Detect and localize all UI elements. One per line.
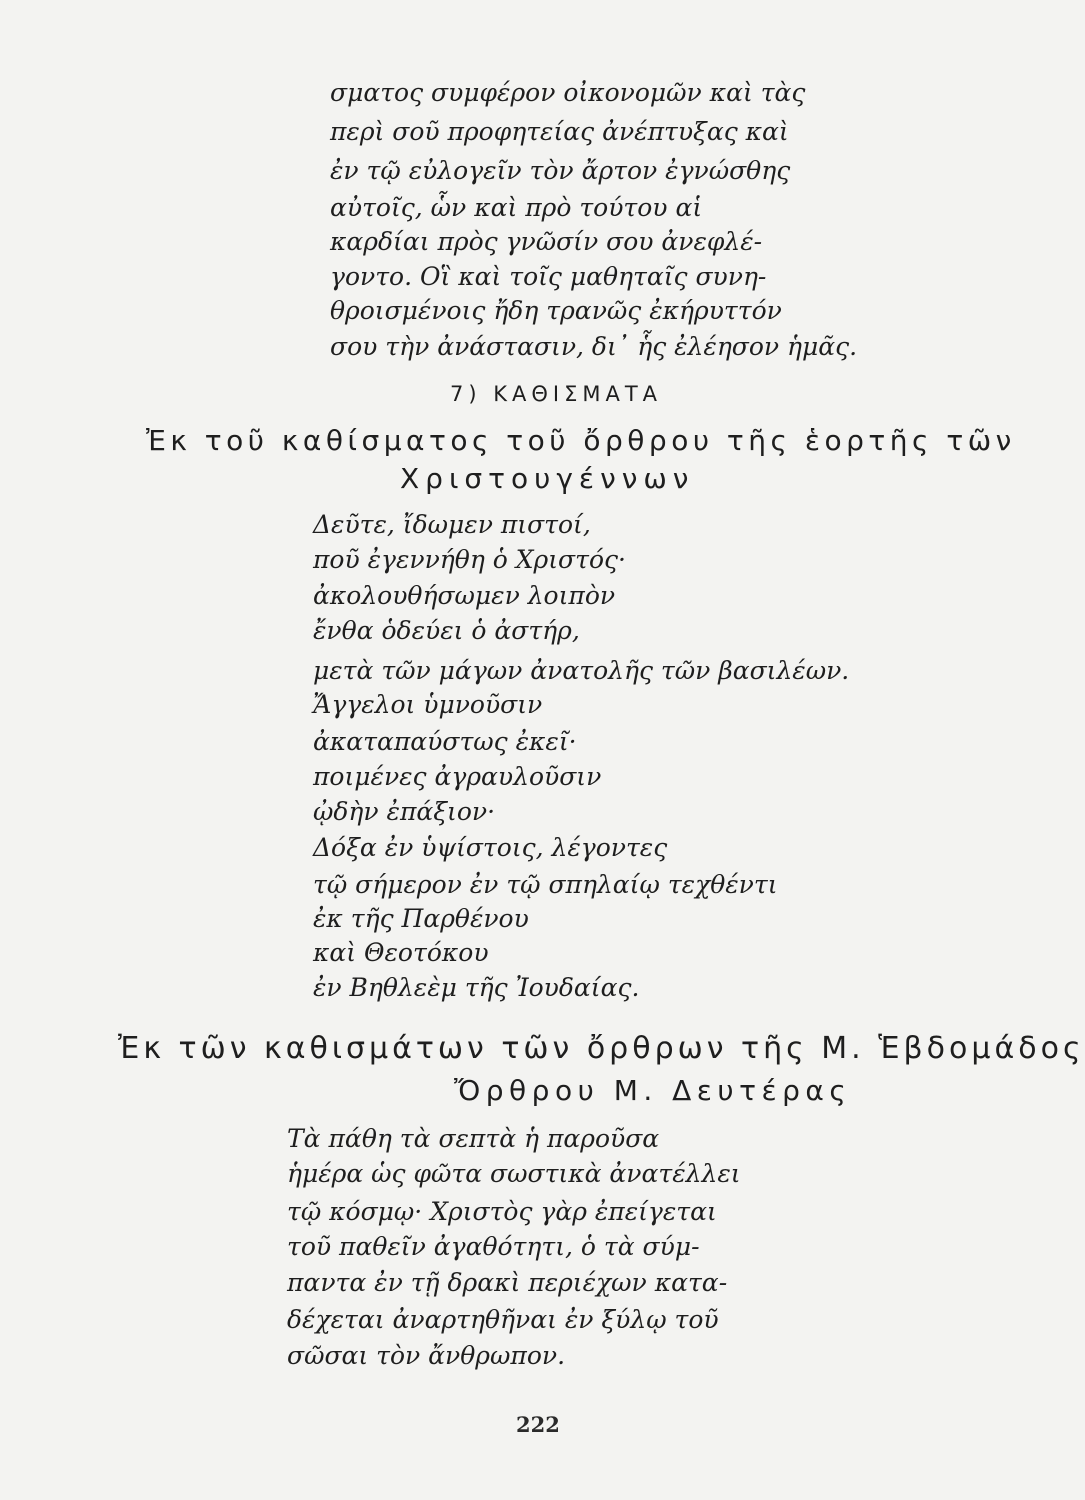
hymn-line: Δεῦτε, ἴδωμεν πιστοί, xyxy=(313,510,591,539)
intro-line: σου τὴν ἀνάστασιν, δι᾽ ἧς ἐλέησον ἡμᾶς. xyxy=(330,332,858,361)
holyweek-heading: Ἐκ τῶν καθισμάτων τῶν ὄρθρων τῆς Μ. Ἑβδομάδος xyxy=(118,1031,1085,1066)
hymn-line: ποιμένες ἀγραυλοῦσιν xyxy=(313,762,602,791)
intro-line: σματος συμφέρον οἰκονομῶν καὶ τὰς xyxy=(330,78,806,107)
page-number: 222 xyxy=(516,1412,560,1437)
hymn-line: Δόξα ἐν ὑψίστοις, λέγοντες xyxy=(313,833,668,862)
hymn-line: ἐκ τῆς Παρθένου xyxy=(313,904,529,933)
hymn-line: Τὰ πάθη τὰ σεπτὰ ἡ παροῦσα xyxy=(287,1124,660,1153)
hymn-line: ἀκαταπαύστως ἐκεῖ· xyxy=(313,727,577,756)
hymn-line: σῶσαι τὸν ἄνθρωπον. xyxy=(287,1341,566,1370)
hymn-line: ἀκολουθήσωμεν λοιπὸν xyxy=(313,581,616,610)
intro-line: καρδίαι πρὸς γνῶσίν σου ἀνεφλέ- xyxy=(330,227,763,256)
hymn-line: ἐν Βηθλεὲμ τῆς Ἰουδαίας. xyxy=(313,973,640,1002)
hymn-line: ᾠδὴν ἐπάξιον· xyxy=(313,797,496,826)
intro-line: περὶ σοῦ προφητείας ἀνέπτυξας καὶ xyxy=(330,117,789,146)
hymn-line: τῷ σήμερον ἐν τῷ σπηλαίῳ τεχθέντι xyxy=(313,870,778,899)
hymn-line: ἔνθα ὁδεύει ὁ ἀστήρ, xyxy=(313,616,580,645)
hymn-line: ποῦ ἐγεννήθη ὁ Χριστός· xyxy=(313,545,626,574)
intro-line: γοντο. Οἳ καὶ τοῖς μαθηταῖς συνη- xyxy=(330,262,767,291)
intro-line: ἐν τῷ εὐλογεῖν τὸν ἄρτον ἐγνώσθης xyxy=(330,156,791,185)
hymn-line: Ἄγγελοι ὑμνοῦσιν xyxy=(313,690,543,719)
hymn-line: ἡμέρα ὡς φῶτα σωστικὰ ἀνατέλλει xyxy=(287,1159,741,1188)
hymn-line: μετὰ τῶν μάγων ἀνατολῆς τῶν βασιλέων. xyxy=(313,656,850,685)
christmas-subheading: Χριστουγέννων xyxy=(400,462,695,495)
christmas-heading: Ἐκ τοῦ καθίσματος τοῦ ὄρθρου τῆς ἑορτῆς τῶν xyxy=(146,424,1016,457)
hymn-line: τῷ κόσμῳ· Χριστὸς γὰρ ἐπείγεται xyxy=(287,1197,717,1226)
hymn-line: παντα ἐν τῇ δρακὶ περιέχων κατα- xyxy=(287,1268,728,1297)
section-title: 7) ΚΑΘΙΣΜΑΤΑ xyxy=(450,382,663,406)
hymn-line: τοῦ παθεῖν ἀγαθότητι, ὁ τὰ σύμ- xyxy=(287,1232,700,1261)
hymn-line: δέχεται ἀναρτηθῆναι ἐν ξύλῳ τοῦ xyxy=(287,1305,719,1334)
hymn-line: καὶ Θεοτόκου xyxy=(313,938,489,967)
holyweek-subheading: Ὄρθρου Μ. Δευτέρας xyxy=(454,1074,852,1107)
intro-line: αὐτοῖς, ὧν καὶ πρὸ τούτου αἱ xyxy=(330,193,703,222)
intro-line: θροισμένοις ἤδη τρανῶς ἐκήρυττόν xyxy=(330,296,782,325)
